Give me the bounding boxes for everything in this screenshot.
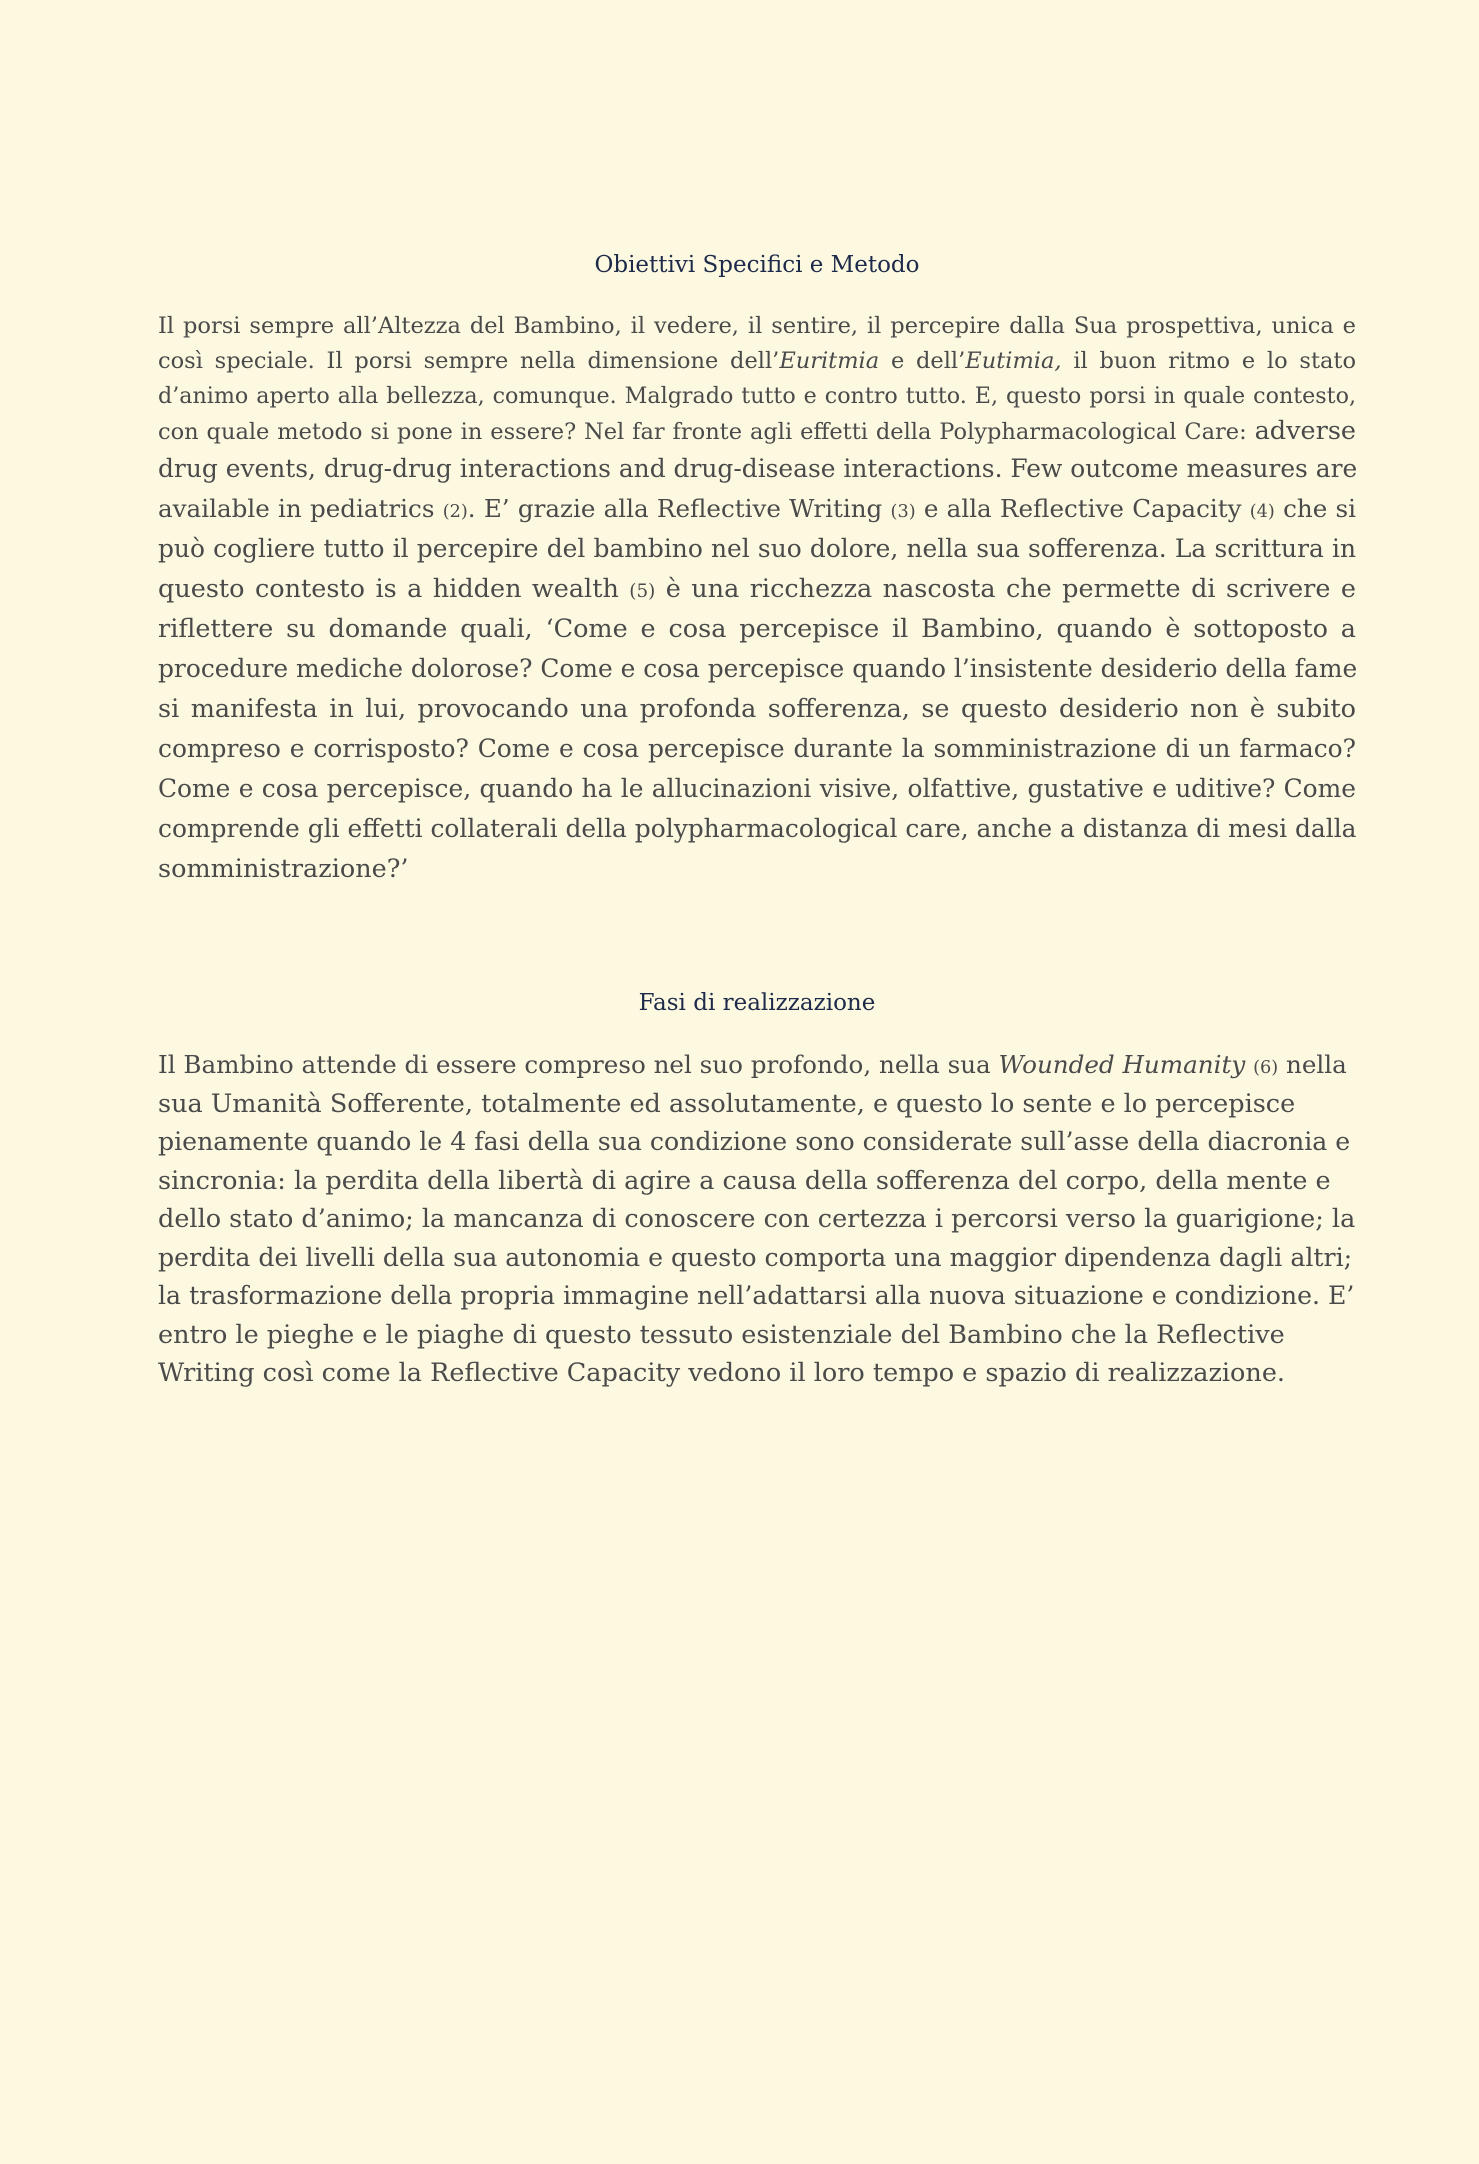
text-line xyxy=(158,1277,1356,1316)
text-run: sua Umanità Sofferente, totalmente ed assolutamente, e questo lo sente e lo percepisce xyxy=(158,1088,1296,1119)
section-heading-fasi: Fasi di realizzazione xyxy=(638,990,876,1016)
text-run: dello stato d’animo; la mancanza di conoscere con certezza i percorsi verso la guarigione; la xyxy=(158,1204,1356,1234)
term-euritmia: Euritmia xyxy=(779,348,880,374)
text-line xyxy=(158,769,1356,809)
text-run: che si xyxy=(1274,494,1356,523)
text-line xyxy=(158,1123,1356,1162)
text-run: si manifesta in lui, provocando una profonda sofferenza, se questo desiderio non è subito xyxy=(158,694,1356,724)
text-line xyxy=(158,309,1356,344)
text-run: Come e cosa percepisce, quando ha le allucinazioni visive, olfattive, gustative e uditive? Come xyxy=(158,774,1356,803)
citation-ref: (6) xyxy=(1253,1058,1279,1078)
text-line xyxy=(158,729,1356,769)
text-run: e alla Reflective Capacity xyxy=(915,494,1250,523)
section-heading-obiettivi: Obiettivi Specifici e Metodo xyxy=(594,252,920,278)
text-line xyxy=(158,1200,1356,1239)
text-run xyxy=(1245,1050,1253,1079)
text-run: Il porsi sempre all’Altezza del Bambino, il vedere, il sentire, il percepire dalla Sua prospettiva, unica e xyxy=(158,313,1356,339)
text-line xyxy=(158,344,1356,379)
text-run: entro le pieghe e le piaghe di questo tessuto esistenziale del Bambino che la Reflective xyxy=(158,1319,1285,1350)
text-line xyxy=(158,649,1356,689)
text-run: la trasformazione della propria immagine nell’adattarsi alla nuova situazione e condizione. E’ xyxy=(158,1281,1355,1310)
text-line xyxy=(158,1085,1356,1124)
text-line xyxy=(158,489,1356,529)
text-run: comprende gli effetti collaterali della polypharmacological care, anche a distanza di mesi dalla xyxy=(158,814,1357,843)
text-run: è una ricchezza nascosta che permette di scrivere e xyxy=(655,574,1356,604)
text-line xyxy=(158,689,1356,729)
text-line xyxy=(158,379,1356,414)
text-line xyxy=(158,1354,1356,1393)
text-run: il buon ritmo e lo stato xyxy=(1061,348,1357,374)
text-line xyxy=(158,569,1356,609)
text-line xyxy=(158,1316,1356,1355)
text-run: così speciale. Il porsi sempre nella dimensione dell’ xyxy=(158,348,780,374)
text-run: Writing così come la Reflective Capacity vedono il loro tempo e spazio di realizzazione. xyxy=(158,1358,1286,1388)
text-line xyxy=(158,414,1356,449)
text-run: pienamente quando le 4 fasi della sua condizione sono considerate sull’asse della diacronia e xyxy=(158,1127,1351,1156)
text-line xyxy=(158,1046,1356,1085)
text-run: Il Bambino attende di essere compreso nel suo profondo, nella sua xyxy=(158,1050,999,1079)
text-run: somministrazione?’ xyxy=(158,854,409,884)
paragraph-fasi xyxy=(158,1046,1356,1393)
citation-ref: (3) xyxy=(890,502,916,522)
text-line xyxy=(158,849,1356,889)
text-run: riflettere su domande quali, ‘Come e cosa percepisce il Bambino, quando è sottoposto a xyxy=(158,614,1356,644)
text-line xyxy=(158,1239,1356,1278)
text-run: procedure mediche dolorose? Come e cosa percepisce quando l’insistente desiderio della fame xyxy=(158,654,1358,683)
citation-ref: (2) xyxy=(442,502,468,522)
text-run: sincronia: la perdita della libertà di agire a causa della sofferenza del corpo, della mente e xyxy=(158,1165,1331,1196)
text-line xyxy=(158,449,1356,489)
paragraph-obiettivi xyxy=(158,309,1356,889)
text-run: adverse xyxy=(1254,416,1356,446)
text-line xyxy=(158,809,1356,849)
text-run: d’animo aperto alla bellezza, comunque. Malgrado tutto e contro tutto. E, questo porsi in quale contesto, xyxy=(158,383,1356,409)
text-run: questo contesto is a hidden wealth xyxy=(158,574,630,604)
term-wounded-humanity: Wounded Humanity xyxy=(998,1050,1246,1079)
text-run: compreso e corrisposto? Come e cosa percepisce durante la somministrazione di un farmaco? xyxy=(158,734,1356,763)
text-run: . E’ grazie alla Reflective Writing xyxy=(467,494,891,523)
term-eutimia: Eutimia, xyxy=(965,348,1062,374)
citation-ref: (4) xyxy=(1249,502,1275,522)
text-line xyxy=(158,609,1356,649)
text-run: drug events, drug-drug interactions and drug-disease interactions. Few outcome measures are xyxy=(158,454,1358,483)
text-run: con quale metodo si pone in essere? Nel far fronte agli effetti della Polypharmacological Care: xyxy=(158,419,1255,445)
citation-ref: (5) xyxy=(629,581,656,602)
text-run: e dell’ xyxy=(879,348,966,374)
text-line xyxy=(158,1162,1356,1201)
text-run: perdita dei livelli della sua autonomia e questo comporta una maggior dipendenza dagli altri; xyxy=(158,1242,1353,1272)
text-line xyxy=(158,529,1356,569)
text-run: può cogliere tutto il percepire del bambino nel suo dolore, nella sua sofferenza. La scrittura in xyxy=(158,534,1356,563)
text-run: nella xyxy=(1278,1050,1347,1079)
text-run: available in pediatrics xyxy=(158,494,443,523)
document-page xyxy=(158,0,1356,2164)
